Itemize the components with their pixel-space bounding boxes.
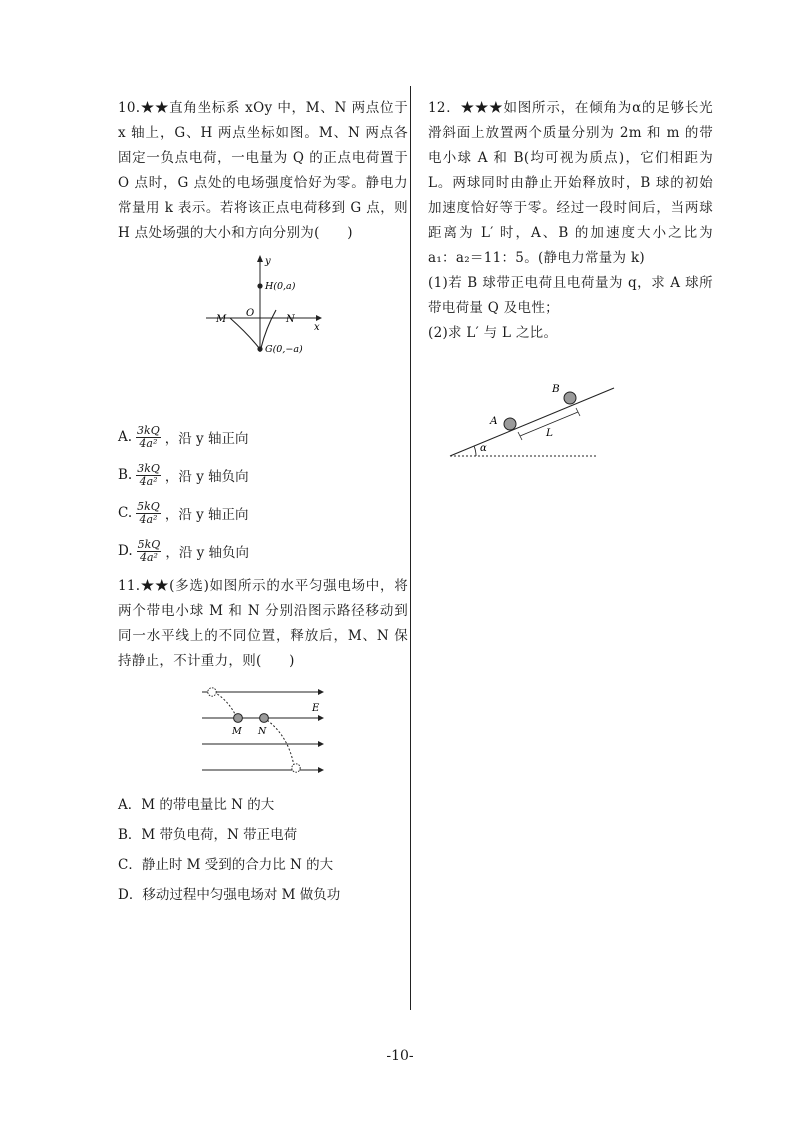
q11-options	[118, 790, 408, 910]
q10-y-label: y	[265, 256, 271, 267]
q11-ball-m	[234, 714, 243, 723]
q12-ball-b	[564, 392, 576, 404]
q10-y-arrow	[257, 255, 263, 262]
right-column	[428, 96, 713, 470]
q10-option-d-label: D.	[118, 543, 133, 559]
q10-option-a[interactable]	[118, 418, 408, 456]
column-divider	[410, 86, 411, 1010]
q12-b-label: B	[552, 383, 560, 395]
q11-ball-n-start	[292, 764, 300, 772]
q11-ball-n	[260, 714, 269, 723]
q10-option-c-label: C.	[118, 505, 133, 521]
q11-figure	[118, 682, 408, 786]
q10-option-b-label: B.	[118, 467, 133, 483]
q12-ball-a	[504, 418, 516, 430]
q12-l-label: L	[546, 427, 553, 439]
q10-h-label: H(0,a)	[265, 281, 296, 292]
q11-e-label: E	[312, 703, 320, 714]
q10-stem: 10.★★直角坐标系 xOy 中，M、N 两点位于 x 轴上，G、H 两点坐标如图。M、N 两点各固定一负点电荷，一电量为 Q 的正点电荷置于 O 点时，G 点处的电场强度恰好为零。静电力常量用 k 表示。若将该正点电荷移到 G 点，则 H 点处场强的大小和方向分别为( )	[118, 100, 408, 241]
left-column	[118, 96, 408, 910]
q10-option-b-fraction: $\frac{3kQ}{\text{4a²}}$	[137, 461, 160, 488]
q11-stem: 11.★★(多选)如图所示的水平匀强电场中，将两个带电小球 M 和 N 分别沿图示路径移动到同一水平线上的不同位置，释放后，M、N 保持静止，不计重力，则( )	[118, 578, 408, 669]
q11-option-c[interactable]: C．静止时 M 受到的合力比 N 的大	[118, 857, 334, 873]
q10-figure	[118, 252, 408, 402]
q12-figure	[428, 360, 713, 470]
q12-incline	[450, 388, 614, 456]
q12-stem: 12．★★★如图所示，在倾角为α的足够长光滑斜面上放置两个质量分别为 2m 和 m 的带电小球 A 和 B(均可视为质点)，它们相距为 L。两球同时由静止开始释放时，B 球的初始加速度恰好等于零。经过一段时间后，当两球距离为 L′ 时，A、B 的加速度大小之比为 a₁：a₂＝11：5。(静电力常量为 k)	[428, 100, 713, 266]
q11-option-b[interactable]: B．M 带负电荷，N 带正电荷	[118, 827, 298, 843]
q10-option-b-text: ，沿 y 轴负向	[164, 469, 249, 485]
page-number: -10-	[386, 1048, 414, 1064]
q12-sub2: (2)求 L′ 与 L 之比。	[428, 325, 558, 341]
q10-point-g	[257, 346, 262, 351]
q11-option-a[interactable]: A．M 的带电量比 N 的大	[118, 797, 275, 813]
q10-field-curve-left	[230, 318, 259, 348]
q10-point-h	[257, 283, 262, 288]
q10-option-c-fraction: $\frac{5kQ}{\text{4a²}}$	[137, 499, 160, 526]
q10-option-d[interactable]	[118, 532, 408, 570]
q10-x-arrow	[316, 315, 322, 321]
q11-n-label: N	[258, 726, 267, 737]
q10-option-c-text: ，沿 y 轴正向	[164, 507, 249, 523]
q10-option-b[interactable]	[118, 456, 408, 494]
q10-option-d-text: ，沿 y 轴负向	[165, 545, 250, 561]
q10-option-a-label: A.	[118, 429, 133, 445]
q10-m-label: M	[216, 314, 227, 325]
q11-path-m	[214, 692, 236, 716]
q10-n-label: N	[286, 314, 295, 325]
q12-angle-label: α	[480, 443, 487, 454]
q12-a-label: A	[490, 415, 498, 427]
q11-option-d[interactable]: D．移动过程中匀强电场对 M 做负功	[118, 887, 341, 903]
q11-path-n	[264, 718, 294, 766]
q12-angle-arc	[474, 446, 476, 456]
q11-m-label: M	[232, 726, 242, 737]
q10-option-c[interactable]	[118, 494, 408, 532]
q10-g-label: G(0,−a)	[265, 344, 303, 355]
q10-options	[118, 418, 408, 570]
q10-option-d-fraction: $\frac{5kQ}{\text{4a²}}$	[137, 537, 161, 564]
q10-field-curve-right	[261, 310, 276, 348]
q10-option-a-text: ，沿 y 轴正向	[164, 431, 249, 447]
q10-option-a-fraction: $\frac{3kQ}{\text{4a²}}$	[137, 423, 160, 450]
q11-ball-m-start	[208, 688, 216, 696]
q12-sub1: (1)若 B 球带正电荷且电荷量为 q，求 A 球所带电荷量 Q 及电性；	[428, 275, 713, 316]
q10-o-label: O	[246, 308, 255, 319]
q10-x-label: x	[314, 322, 320, 333]
